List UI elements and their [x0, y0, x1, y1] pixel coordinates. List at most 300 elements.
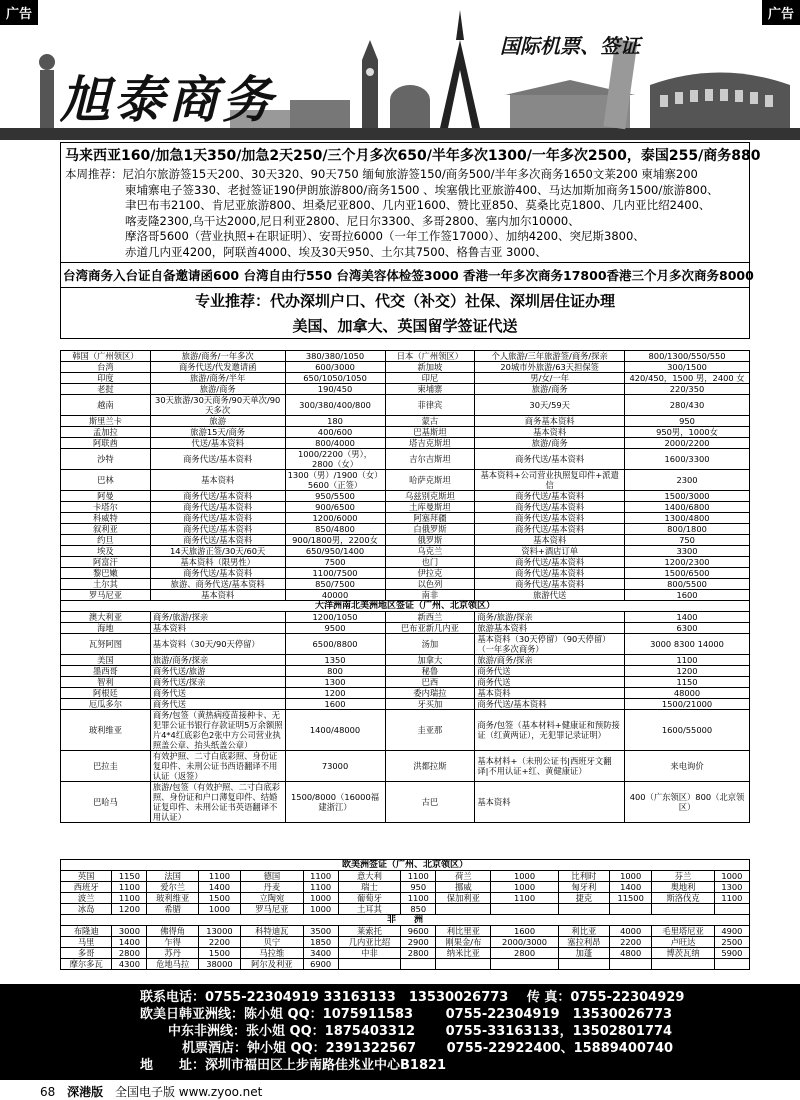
table-cell: 1300 — [285, 677, 385, 688]
table-cell: 13000 — [198, 926, 240, 937]
table-cell: 2200 — [198, 937, 240, 948]
table-cell: 1200 — [112, 904, 147, 915]
ad-tag-right: 广告 — [762, 0, 800, 25]
table-cell: 1400/6800 — [625, 502, 750, 513]
table-cell: 利比亚 — [558, 926, 609, 937]
table-row — [61, 449, 750, 470]
table-cell: 800/1300/550/550 — [625, 351, 750, 362]
table-cell: 委内瑞拉 — [385, 688, 475, 699]
africa-section-title: 非 洲 — [61, 915, 750, 926]
table-cell: 商务/包签（基本材料+健康证和预防接证（红黄两证），无犯罪记录证明） — [475, 710, 625, 751]
table-cell: 老挝 — [61, 384, 151, 395]
table-cell: 美国 — [61, 655, 151, 666]
table-cell: 阿尔及利亚 — [241, 959, 304, 970]
table-cell: 旅游/商务 — [150, 384, 285, 395]
table-cell: 商务代送/基本资料 — [150, 513, 285, 524]
table-cell: 1500/3000 — [625, 491, 750, 502]
table-cell: 阿曼 — [61, 491, 151, 502]
table-cell: 300/1500 — [625, 362, 750, 373]
table-cell: 1500/8000（16000福建浙江） — [285, 782, 385, 823]
table-cell: 380/380/1050 — [285, 351, 385, 362]
line-label: 中东非洲线： — [168, 1024, 247, 1039]
table-cell: 基本资料（限男性） — [150, 557, 285, 568]
table-cell: 佛得角 — [147, 926, 198, 937]
table-cell: 南非 — [385, 590, 475, 601]
table-row — [61, 579, 750, 590]
table-cell: 秘鲁 — [385, 666, 475, 677]
table-cell: 卢旺达 — [652, 937, 715, 948]
table-cell: 1500/6500 — [625, 568, 750, 579]
table-cell: 洪都拉斯 — [385, 751, 475, 782]
table-cell: 1200/1050 — [285, 612, 385, 623]
table-cell: 丹麦 — [241, 882, 304, 893]
table-cell: 1100 — [491, 893, 558, 904]
table-cell — [491, 904, 558, 915]
table-row — [61, 623, 750, 634]
table-row — [61, 438, 750, 449]
table-cell: 800/4000 — [285, 438, 385, 449]
table-cell: 智利 — [61, 677, 151, 688]
table-row — [61, 634, 750, 655]
table-cell — [401, 959, 436, 970]
table-cell: 斯里兰卡 — [61, 416, 151, 427]
table-row — [61, 568, 750, 579]
ad-tag-left: 广告 — [0, 0, 38, 25]
table-cell: 9500 — [285, 623, 385, 634]
table-cell: 基本材料+（未刑公证书|西班牙文翻译|不用认证+红、黄健康证） — [475, 751, 625, 782]
contact-line-europe-asia — [140, 1006, 800, 1023]
europe-section-title: 欧美洲签证（广州、北京领区） — [61, 860, 750, 871]
table-cell: 3300 — [625, 546, 750, 557]
table-cell: 旅游/商务/一年多次 — [150, 351, 285, 362]
table-cell: 汤加 — [385, 634, 475, 655]
table-cell: 葡萄牙 — [338, 893, 401, 904]
table-row — [61, 513, 750, 524]
table-cell: 阿根廷 — [61, 688, 151, 699]
table-cell: 6900 — [303, 959, 338, 970]
table-cell: 加拿大 — [385, 655, 475, 666]
table-cell: 400（广东领区）800（北京领区） — [625, 782, 750, 823]
table-row — [61, 959, 750, 970]
table-cell: 罗马尼亚 — [241, 904, 304, 915]
table-cell: 厄瓜多尔 — [61, 699, 151, 710]
table-cell: 1200 — [625, 666, 750, 677]
table-cell: 约旦 — [61, 535, 151, 546]
table-cell: 匈牙利 — [558, 882, 609, 893]
table-cell: 塞拉利昂 — [558, 937, 609, 948]
table-cell: 巴基斯坦 — [385, 427, 475, 438]
table-row — [61, 546, 750, 557]
table-cell: 1100 — [303, 871, 338, 882]
table-cell: 基本资料 — [475, 782, 625, 823]
table-cell: 阿富汗 — [61, 557, 151, 568]
edition-label: 深港版 — [67, 1085, 104, 1099]
table-cell: 14天旅游正签/30天/60天 — [150, 546, 285, 557]
table-cell: 旅游/商务 — [475, 384, 625, 395]
table-cell: 6300 — [625, 623, 750, 634]
table-cell: 瓦努阿图 — [61, 634, 151, 655]
table-cell: 孟加拉 — [61, 427, 151, 438]
table-cell: 2900 — [401, 937, 436, 948]
table-cell — [652, 959, 715, 970]
phone-numbers: 0755-22304919 33163133 13530026773 — [205, 990, 509, 1005]
table-cell: 西班牙 — [61, 882, 112, 893]
table-row — [61, 427, 750, 438]
table-cell: 乌克兰 — [385, 546, 475, 557]
table-cell: 有效护照、二寸白底彩照、身份证复印件、未刑公证书西语翻译不用认证（返签） — [150, 751, 285, 782]
table-cell: 1200/2300 — [625, 557, 750, 568]
table-cell: 650/1050/1050 — [285, 373, 385, 384]
table-cell: 海地 — [61, 623, 151, 634]
table-cell: 旅游 — [150, 416, 285, 427]
table-cell: 1400 — [112, 937, 147, 948]
promo-headline: 马来西亚160/加急1天350/加急2天250/三个月多次650/半年多次1300/一年多次2500，泰国255/商务880 — [65, 148, 761, 164]
table-cell: 3000 8300 14000 — [625, 634, 750, 655]
table-cell: 220/350 — [625, 384, 750, 395]
table-row — [61, 655, 750, 666]
table-cell: 芬兰 — [652, 871, 715, 882]
table-cell: 1600 — [491, 926, 558, 937]
table-row — [61, 491, 750, 502]
table-cell: 以色列 — [385, 579, 475, 590]
table-cell: 9600 — [401, 926, 436, 937]
table-cell: 商务代送/基本资料 — [475, 449, 625, 470]
table-cell: 冰岛 — [61, 904, 112, 915]
promo-box — [60, 142, 761, 339]
table-row — [61, 557, 750, 568]
table-cell: 1100 — [401, 893, 436, 904]
table-cell: 代送/基本资料 — [150, 438, 285, 449]
table-row — [61, 904, 750, 915]
table-row — [61, 882, 750, 893]
table-cell: 850/7500 — [285, 579, 385, 590]
table-cell: 圭亚那 — [385, 710, 475, 751]
table-cell: 危地马拉 — [147, 959, 198, 970]
table-cell: 韩国（广州领区） — [61, 351, 151, 362]
table-cell: 1000/2200（男），2800（女） — [285, 449, 385, 470]
table-row — [61, 351, 750, 362]
table-cell: 利比里亚 — [436, 926, 491, 937]
table-cell: 商务代送/基本资料 — [150, 535, 285, 546]
line-phones: 0755-33163133，13502801774 — [445, 1024, 673, 1039]
table-cell: 旅游/商务/探亲 — [475, 655, 625, 666]
table-cell: 黎巴嫩 — [61, 568, 151, 579]
table-row — [61, 416, 750, 427]
table-cell: 印度 — [61, 373, 151, 384]
table-cell: 40000 — [285, 590, 385, 601]
table-cell: 4800 — [610, 948, 652, 959]
table-row — [61, 782, 750, 823]
site-link[interactable]: 全国电子版 www.zyoo.net — [114, 1085, 263, 1099]
table-cell: 20城市外旅游/63天担保签 — [475, 362, 625, 373]
table-cell: 旅游基本资料 — [475, 623, 625, 634]
table-cell: 吉尔吉斯坦 — [385, 449, 475, 470]
table-cell: 叙利亚 — [61, 524, 151, 535]
table-cell: 30天/59天 — [475, 395, 625, 416]
table-cell: 商务/包签（黄热病疫苗接种卡、无犯罪公证书银行存款证明5万余额照片4*4红底彩色2张中方公司营业执照盖公章、抬头纸盖公章） — [150, 710, 285, 751]
table-cell: 毛里塔尼亚 — [652, 926, 715, 937]
table-cell: 1150 — [625, 677, 750, 688]
table-cell: 1500/21000 — [625, 699, 750, 710]
table-cell: 1400/48000 — [285, 710, 385, 751]
table-cell: 玻利维亚 — [61, 710, 151, 751]
table-row — [61, 893, 750, 904]
table-cell: 商务代送/旅游 — [150, 666, 285, 677]
line-phones: 0755-22922400、15889400740 — [446, 1041, 674, 1056]
table-row — [61, 535, 750, 546]
table-cell: 希腊 — [147, 904, 198, 915]
table-cell: 73000 — [285, 751, 385, 782]
phone-label: 联系电话： — [140, 990, 206, 1005]
table-cell: 旅游/商务/半年 — [150, 373, 285, 384]
table-cell: 英国 — [61, 871, 112, 882]
table-cell: 科威特 — [61, 513, 151, 524]
table-cell: 德国 — [241, 871, 304, 882]
table-cell: 1000 — [198, 904, 240, 915]
table-cell: 商务基本资料 — [475, 416, 625, 427]
table-cell: 也门 — [385, 557, 475, 568]
table-cell: 基本资料 — [150, 590, 285, 601]
page-number: 68 — [40, 1085, 56, 1099]
brand-slogan: 国际机票、签证 — [500, 34, 640, 58]
table-cell — [652, 904, 715, 915]
table-cell: 商务代送 — [475, 677, 625, 688]
table-cell: 土库曼斯坦 — [385, 502, 475, 513]
table-cell: 1600 — [285, 699, 385, 710]
weekly-line: 摩洛哥5600（营业执照+在职证明）、安哥拉6000（一年工作签17000）、加纳4200、突尼斯3800、 — [125, 229, 645, 243]
fax-number: 0755-22304929 — [570, 990, 685, 1005]
table-cell: 1100 — [198, 871, 240, 882]
weekly-recommend — [61, 167, 749, 262]
special-recommend: 专业推荐：代办深圳户口、代交（补交）社保、深圳居住证办理 — [61, 287, 749, 313]
table-cell: 2500 — [714, 937, 749, 948]
table-cell: 来电询价 — [625, 751, 750, 782]
table-cell: 1400 — [198, 882, 240, 893]
table-cell — [714, 959, 749, 970]
table-cell: 墨西哥 — [61, 666, 151, 677]
table-cell: 博茨瓦纳 — [652, 948, 715, 959]
table-cell: 斯洛伐克 — [652, 893, 715, 904]
table-cell: 商务/旅游/探亲 — [475, 612, 625, 623]
table-cell: 卡塔尔 — [61, 502, 151, 513]
table-cell: 1100 — [112, 882, 147, 893]
line-label: 欧美日韩亚洲线： — [140, 1007, 245, 1022]
table-cell: 资料+酒店订单 — [475, 546, 625, 557]
table-cell: 越南 — [61, 395, 151, 416]
address: 深圳市福田区上步南路佳兆业中心B1821 — [205, 1058, 447, 1073]
table-cell: 旅游/商务 — [475, 438, 625, 449]
weekly-line: 本周推荐：尼泊尔旅游签15天200、30天320、90天750 缅甸旅游签150/商务500/半年多次商务1650文莱200 柬埔寨200 — [65, 167, 698, 181]
table-cell: 商务代送/基本资料 — [475, 491, 625, 502]
table-cell: 基本资料 — [475, 688, 625, 699]
address-label: 地 址： — [140, 1058, 206, 1073]
table-cell: 1000 — [491, 871, 558, 882]
table-cell: 1100/7500 — [285, 568, 385, 579]
table-row — [61, 688, 750, 699]
line-phones: 0755-22304919 13530026773 — [445, 1007, 673, 1022]
table-cell: 爱尔兰 — [147, 882, 198, 893]
table-cell: 男/女/一年 — [475, 373, 625, 384]
table-cell: 1100 — [714, 893, 749, 904]
table-cell: 商务代送/基本资料 — [475, 513, 625, 524]
table-cell: 俄罗斯 — [385, 535, 475, 546]
table-cell: 800 — [285, 666, 385, 677]
table-cell — [558, 959, 609, 970]
table-cell: 1000 — [610, 871, 652, 882]
weekly-line: 赤道几内亚4200，阿联酋4000、埃及30天950、土尔其7500、格鲁吉亚 3000、 — [125, 244, 547, 259]
table-cell: 2800 — [401, 948, 436, 959]
table-row — [61, 666, 750, 677]
table-cell: 1000 — [491, 882, 558, 893]
table-cell: 几内亚比绍 — [338, 937, 401, 948]
table-cell: 立陶宛 — [241, 893, 304, 904]
table-cell: 旅游15天/商务 — [150, 427, 285, 438]
table-cell — [558, 904, 609, 915]
table-cell: 2800 — [112, 948, 147, 959]
table-cell: 基本资料（30天停留）（90天停留）（一年多次商务） — [475, 634, 625, 655]
table-cell: 3500 — [303, 926, 338, 937]
table-cell: 商务代送/基本资料 — [475, 579, 625, 590]
table-cell: 1850 — [303, 937, 338, 948]
table-cell: 马拉维 — [241, 948, 304, 959]
europe-africa-price-table — [60, 859, 750, 970]
table-cell: 瑞士 — [338, 882, 401, 893]
table-cell: 旅游/商务/探亲 — [150, 655, 285, 666]
table-row — [61, 948, 750, 959]
table-row — [61, 470, 750, 491]
table-row — [61, 524, 750, 535]
table-cell: 1000 — [303, 904, 338, 915]
table-cell: 土耳其 — [338, 904, 401, 915]
table-cell: 纳米比亚 — [436, 948, 491, 959]
table-cell: 马里 — [61, 937, 112, 948]
table-cell: 420/450，1500 男，2400 女 — [625, 373, 750, 384]
table-cell: 1100 — [401, 871, 436, 882]
table-cell: 哈萨克斯坦 — [385, 470, 475, 491]
table-cell: 塔吉克斯坦 — [385, 438, 475, 449]
table-row — [61, 937, 750, 948]
table-cell: 商务代送/基本资料 — [475, 524, 625, 535]
table-cell: 中非 — [338, 948, 401, 959]
table-cell: 玻利维亚 — [147, 893, 198, 904]
table-cell: 基本资料 — [150, 470, 285, 491]
contact-phone-row — [140, 989, 800, 1006]
table-cell: 950男，1000女 — [625, 427, 750, 438]
table-cell: 商务代送/基本资料 — [150, 502, 285, 513]
weekly-line: 喀麦隆2300,乌干达2000,尼日利亚2800、尼日尔3300、多哥2800、塞内加尔10000、 — [125, 213, 580, 228]
table-cell: 600/3000 — [285, 362, 385, 373]
table-cell: 罗马尼亚 — [61, 590, 151, 601]
table-cell: 基本资料 — [475, 535, 625, 546]
table-cell: 1500 — [198, 893, 240, 904]
table-cell: 巴哈马 — [61, 782, 151, 823]
table-cell: 7500 — [285, 557, 385, 568]
table-cell — [714, 904, 749, 915]
table-cell: 波兰 — [61, 893, 112, 904]
table-cell: 巴西 — [385, 677, 475, 688]
table-cell: 乌兹别克斯坦 — [385, 491, 475, 502]
table-cell: 个人旅游/三年旅游签/商务/探亲 — [475, 351, 625, 362]
table-cell: 950/5500 — [285, 491, 385, 502]
table-row — [61, 677, 750, 688]
line-label: 机票酒店： — [182, 1041, 248, 1056]
table-cell: 商务代送/基本资料 — [475, 557, 625, 568]
table-cell: 莱索托 — [338, 926, 401, 937]
table-cell: 1100 — [112, 893, 147, 904]
table-cell: 新加坡 — [385, 362, 475, 373]
table-cell: 4300 — [112, 959, 147, 970]
fax-label: 传 真： — [526, 990, 571, 1005]
table-cell: 1600/3300 — [625, 449, 750, 470]
table-row — [61, 373, 750, 384]
table-cell: 38000 — [198, 959, 240, 970]
weekly-line: 聿巴布韦2100、肯尼亚旅游800、坦桑尼亚800、几内亚1600、赞比亚850、莫桑比克1800、几内亚比绍2400、 — [125, 198, 711, 212]
line-person: 陈小姐 QQ：1075911583 — [244, 1007, 414, 1022]
table-cell: 日本（广州领区） — [385, 351, 475, 362]
table-cell: 2300 — [625, 470, 750, 491]
table-cell: 保加利亚 — [436, 893, 491, 904]
table-cell: 1600 — [625, 590, 750, 601]
table-cell: 2800 — [491, 948, 558, 959]
table-cell: 850 — [401, 904, 436, 915]
table-cell: 750 — [625, 535, 750, 546]
table-cell: 巴布亚新几内亚 — [385, 623, 475, 634]
table-cell: 台湾 — [61, 362, 151, 373]
table-cell: 950 — [625, 416, 750, 427]
table-cell: 300/380/400/800 — [285, 395, 385, 416]
table-cell: 商务代送/基本资料 — [150, 524, 285, 535]
table-cell: 900/1800男，2200女 — [285, 535, 385, 546]
table-cell: 4900 — [714, 926, 749, 937]
table-cell: 阿塞拜疆 — [385, 513, 475, 524]
table-row — [61, 384, 750, 395]
table-cell — [338, 959, 401, 970]
banner — [0, 0, 800, 140]
table-cell: 基本资料（30天/90天停留） — [150, 634, 285, 655]
table-cell: 2000/2200 — [625, 438, 750, 449]
table-cell: 850/4800 — [285, 524, 385, 535]
table-cell — [610, 904, 652, 915]
table-cell: 180 — [285, 416, 385, 427]
table-cell: 商务代送/基本资料 — [475, 502, 625, 513]
table-cell: 400/600 — [285, 427, 385, 438]
table-cell: 贝宁 — [241, 937, 304, 948]
table-cell: 摩尔多瓦 — [61, 959, 112, 970]
table-cell: 商务代送/基本资料 — [150, 491, 285, 502]
table-cell: 伊拉克 — [385, 568, 475, 579]
table-cell: 商务代送/探亲 — [150, 677, 285, 688]
table-cell: 巴拉圭 — [61, 751, 151, 782]
table-row — [61, 612, 750, 623]
table-cell — [491, 959, 558, 970]
table-cell — [436, 904, 491, 915]
visa-price-table — [60, 350, 750, 823]
table-cell: 基本资料 — [150, 623, 285, 634]
table-cell: 4000 — [610, 926, 652, 937]
table-cell: 1600/55000 — [625, 710, 750, 751]
table-cell: 5900 — [714, 948, 749, 959]
table-cell: 比利时 — [558, 871, 609, 882]
table-row — [61, 871, 750, 882]
taiwan-hk-offer: 台湾商务入台证自备邀请函600 台湾自由行550 台湾美容体检签3000 香港一年多次商务17800香港三个月多次商务8000 — [61, 262, 749, 287]
table-cell: 800/1800 — [625, 524, 750, 535]
table-cell: 商务/旅游/探亲 — [150, 612, 285, 623]
table-cell: 1500 — [198, 948, 240, 959]
table-cell: 荷兰 — [436, 871, 491, 882]
table-cell: 古巴 — [385, 782, 475, 823]
table-cell: 布隆迪 — [61, 926, 112, 937]
table-cell: 商务代送/基本资料 — [150, 568, 285, 579]
